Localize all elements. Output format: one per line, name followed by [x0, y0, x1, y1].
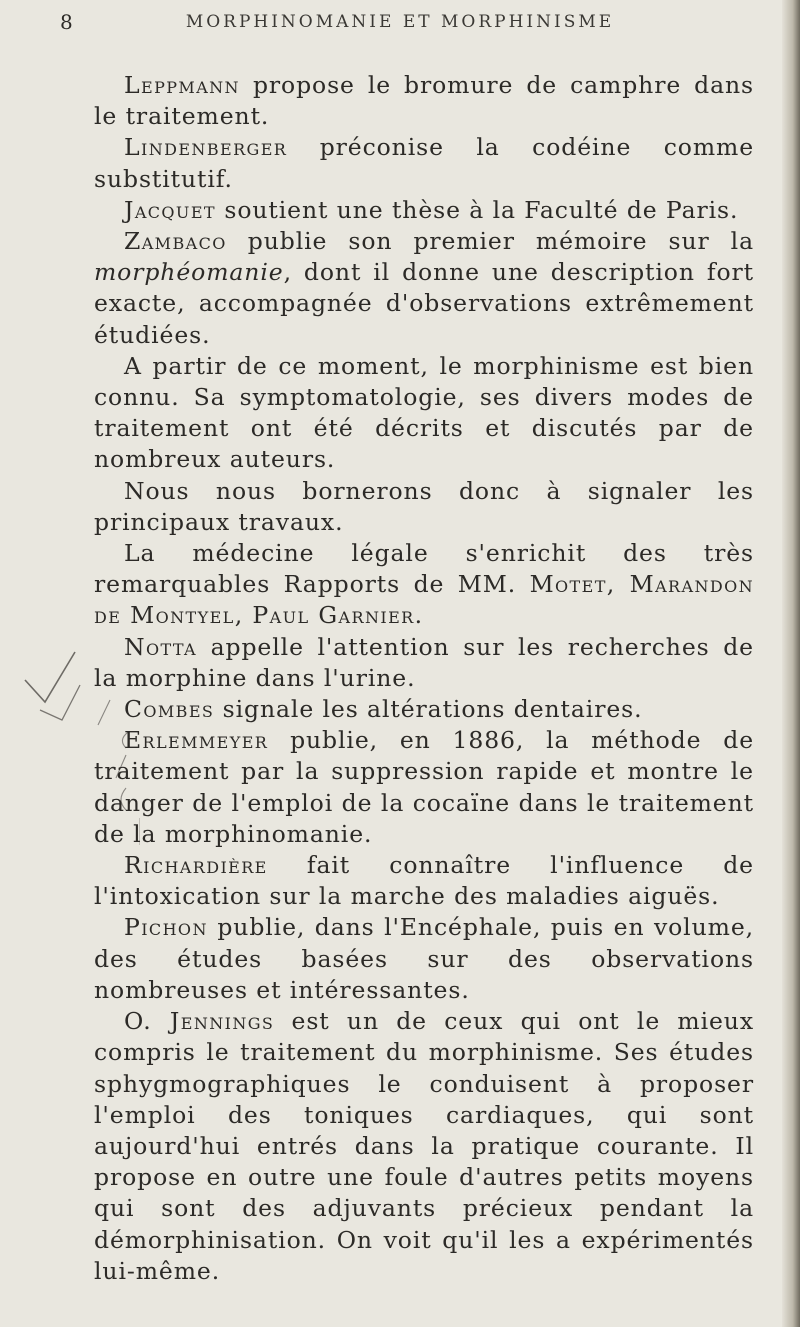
author-name: Pichon	[124, 913, 208, 942]
paragraph: A partir de ce moment, le morphinisme est bien connu. Sa symptomatologie, ses divers modes de traitement ont été décrits et discutés par de nombreux auteurs.	[94, 351, 754, 474]
paragraph: La médecine légale s'enrichit des très remarquables Rapports de MM. Motet, Marandon de Montyel, Paul Garnier.	[94, 539, 754, 630]
paragraph: Lindenberger préconise la codéine comme substitutif.	[94, 133, 754, 193]
page-number: 8	[60, 10, 74, 34]
paragraph: O. Jennings est un de ceux qui ont le mieux compris le traitement du morphinisme. Ses études sphygmographiques le conduisent à proposer l'emploi des toniques cardiaques, qui sont aujourd'hui entrés dans la pratique courante. Il propose en outre une foule d'autres petits moyens qui sont des adjuvants précieux pendant la démorphinisation. On voit qu'il les a expérimentés lui-même.	[94, 1007, 754, 1285]
italic-term: morphéomanie	[94, 258, 284, 287]
paragraph: Leppmann propose le bromure de camphre dans le traitement.	[94, 71, 754, 131]
page-edge-shadow	[782, 0, 800, 1327]
author-name: Zambaco	[124, 227, 227, 256]
paragraph: Erlemmeyer publie, en 1886, la méthode de traitement par la suppression rapide et montre le danger de l'emploi de la cocaïne dans le traitement de la morphinomanie.	[94, 726, 754, 848]
paragraph: Jacquet soutient une thèse à la Faculté de Paris.	[124, 195, 739, 224]
author-name: Erlemmeyer	[124, 726, 269, 755]
author-name: Leppmann	[124, 71, 240, 99]
author-name: Notta	[124, 632, 197, 661]
paragraph: Zambaco publie son premier mémoire sur la morphéomanie, dont il donne une description fort exacte, accompagnée d'observations extrêmement étudiées.	[94, 227, 754, 349]
author-name: Jacquet	[124, 195, 216, 224]
paragraph: Combes signale les altérations dentaires.	[124, 695, 643, 724]
paragraph: Pichon publie, dans l'Encéphale, puis en volume, des études basées sur des observations nombreuses et intéressantes.	[94, 913, 754, 1004]
page-body-text	[94, 70, 754, 1287]
check-mark-icon	[25, 652, 75, 702]
paragraph: Richardière fait connaître l'influence de l'intoxication sur la marche des maladies aiguës.	[94, 851, 754, 911]
author-name: Combes	[124, 695, 215, 724]
author-list: Motet, Marandon de Montyel, Paul Garnier	[94, 570, 754, 630]
author-name: Richardière	[124, 851, 268, 880]
paragraph: Nous nous bornerons donc à signaler les principaux travaux.	[94, 476, 754, 536]
paragraph: Notta appelle l'attention sur les recherches de la morphine dans l'urine.	[94, 632, 754, 692]
running-title: MORPHINOMANIE ET MORPHINISME	[185, 12, 615, 32]
author-name: Lindenberger	[124, 133, 288, 162]
author-name: O. Jennings	[124, 1007, 275, 1036]
page-header	[60, 6, 740, 38]
